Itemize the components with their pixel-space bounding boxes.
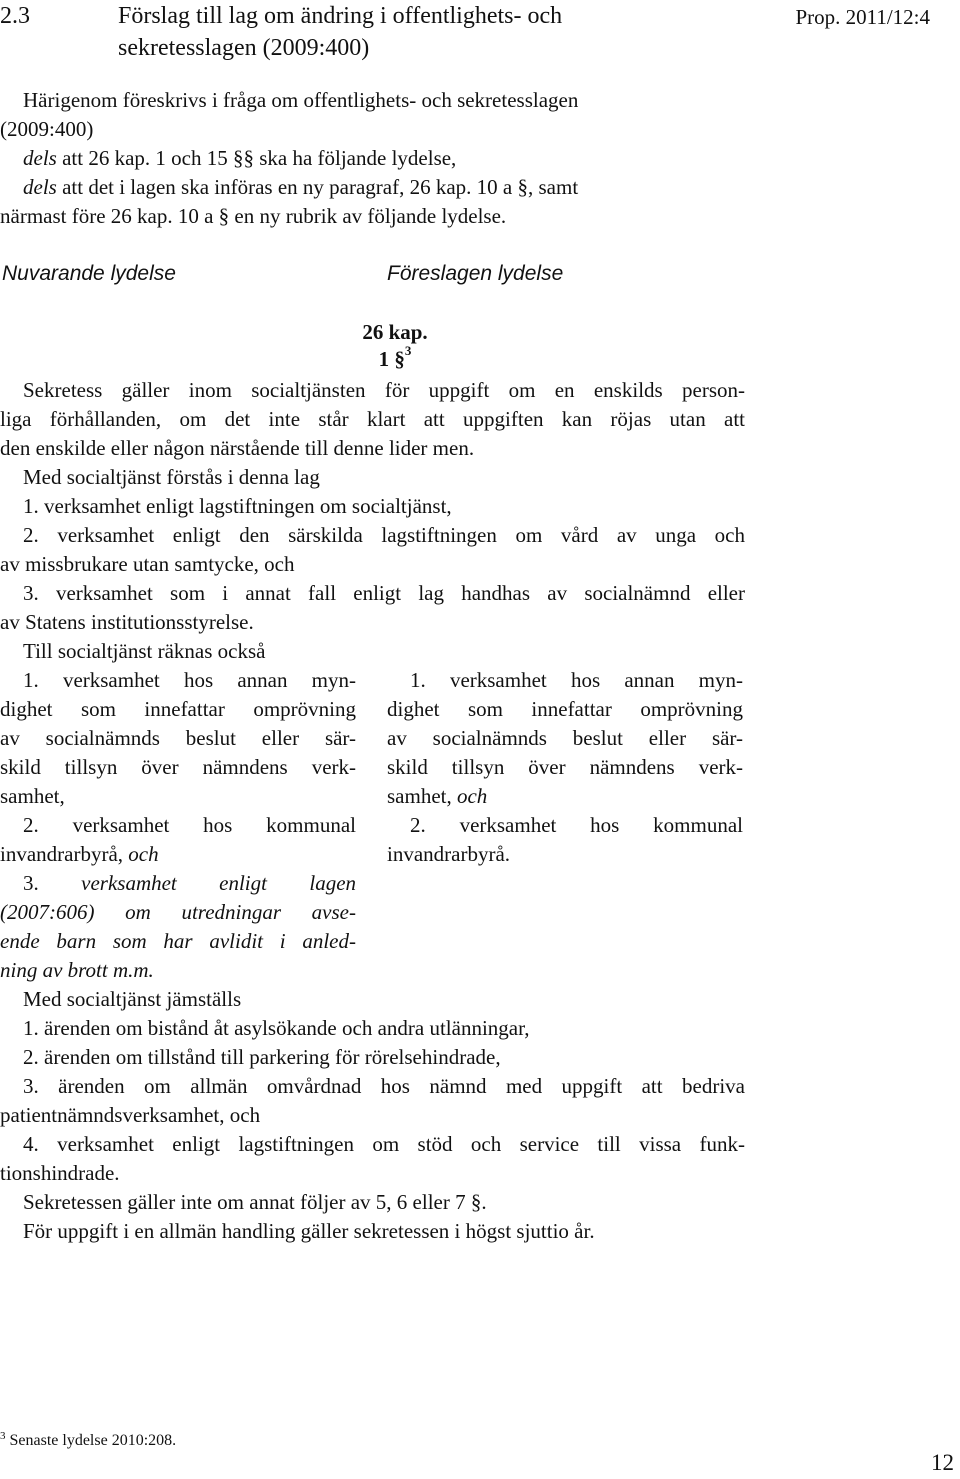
intro-line2: (2009:400): [0, 117, 94, 141]
intro-line3-text: att 26 kap. 1 och 15 §§ ska ha följande lydelse,: [56, 146, 457, 170]
left-a-line2: dighet som innefattar omprövning: [0, 697, 356, 721]
right-a-line4: skild tillsyn över nämndens verk-: [387, 755, 743, 779]
proposed-wording-header: Föreslagen lydelse: [387, 262, 564, 285]
page-number: 12: [931, 1450, 954, 1475]
footnote-text: Senaste lydelse 2010:208.: [9, 1432, 177, 1449]
common-p1-line3: den enskilde eller någon närstående till denne lider men.: [0, 436, 475, 460]
common-item-2: [0, 521, 745, 579]
right-a-line5: [387, 782, 743, 811]
common-paragraph-2: Med socialtjänst förstås i denna lag: [23, 465, 320, 489]
left-c-line4: ning av brott m.m.: [0, 958, 154, 982]
footnote-reference: 3: [404, 343, 412, 358]
common-paragraph-3: Till socialtjänst räknas också: [23, 639, 266, 663]
tail-item-1: 1. ärenden om bistånd åt asylsökande och andra utlänningar,: [23, 1016, 530, 1040]
intro-line1: Härigenom föreskrivs i fråga om offentlighets- och sekretesslagen: [23, 88, 579, 112]
right-a-line5-text: samhet,: [387, 784, 457, 808]
common-item-3-line1: 3. verksamhet som i annat fall enligt lag handhas av socialnämnd eller: [23, 581, 745, 605]
intro-line4: [23, 173, 578, 202]
left-c-line3: ende barn som har avlidit i anled-: [0, 929, 356, 953]
chapter-heading: 26 kap.: [362, 320, 428, 344]
common-item-3-line2: av Statens institutionsstyrelse.: [0, 610, 254, 634]
tail-paragraph-5: Sekretessen gäller inte om annat följer av 5, 6 eller 7 §.: [23, 1190, 487, 1214]
tail-paragraph-6: För uppgift i en allmän handling gäller sekretessen i högst sjuttio år.: [23, 1219, 595, 1243]
tail-item-2: 2. ärenden om tillstånd till parkering för rörelsehindrade,: [23, 1045, 501, 1069]
right-column-proposed: [387, 666, 743, 869]
left-c-num: 3.: [23, 871, 82, 895]
intro-dels-1: dels: [23, 146, 57, 170]
prop-reference: Prop. 2011/12:4: [795, 5, 930, 29]
tail-item-4-line1: 4. verksamhet enligt lagstiftningen om stöd och service till vissa funk-: [23, 1132, 745, 1156]
footnote-number: 3: [0, 1430, 6, 1442]
right-a-line2: dighet som innefattar omprövning: [387, 697, 743, 721]
right-a-line5-och: och: [456, 784, 488, 808]
left-b-line1: 2. verksamhet hos kommunal: [23, 813, 356, 837]
left-column-current: [0, 666, 356, 985]
common-p1-line1: Sekretess gäller inom socialtjänsten för uppgift om en enskilds person-: [23, 378, 745, 402]
paragraph-heading: [0, 343, 790, 372]
paragraph-number: 1 §: [378, 347, 405, 371]
section-number: 2.3: [0, 3, 30, 29]
section-title-line1: Förslag till lag om ändring i offentlighets- och: [118, 3, 563, 29]
left-b-line2-och: och: [128, 842, 159, 866]
intro-line3: [23, 144, 456, 173]
common-p1-line2: liga förhållanden, om det inte står klart att uppgiften kan röjas utan att: [0, 407, 745, 431]
left-b-line2-text: invandrarbyrå,: [0, 842, 129, 866]
intro-line4-text: att det i lagen ska införas en ny paragraf, 26 kap. 10 a §, samt: [56, 175, 579, 199]
common-item-2-line1: 2. verksamhet enligt den särskilda lagstiftningen om vård av unga och: [23, 523, 745, 547]
left-c-line1: [0, 869, 356, 898]
left-c-line2: (2007:606) om utredningar avse-: [0, 900, 356, 924]
tail-item-4: [0, 1130, 745, 1188]
tail-item-3: [0, 1072, 745, 1130]
common-item-2-line2: av missbrukare utan samtycke, och: [0, 552, 295, 576]
left-a-line1: 1. verksamhet hos annan myn-: [23, 668, 356, 692]
intro-line5: närmast före 26 kap. 10 a § en ny rubrik av följande lydelse.: [0, 204, 507, 228]
tail-item-3-line1: 3. ärenden om allmän omvårdnad hos nämnd med uppgift att bedriva: [23, 1074, 745, 1098]
right-b-line2: invandrarbyrå.: [387, 842, 511, 866]
intro-dels-2: dels: [23, 175, 57, 199]
common-item-1: 1. verksamhet enligt lagstiftningen om socialtjänst,: [23, 494, 452, 518]
left-a-line5: samhet,: [0, 784, 65, 808]
left-a-line3: av socialnämnds beslut eller sär-: [0, 726, 356, 750]
current-wording-header: Nuvarande lydelse: [2, 262, 176, 285]
tail-item-3-line2: patientnämndsverksamhet, och: [0, 1103, 261, 1127]
tail-item-4-line2: tionshindrade.: [0, 1161, 120, 1185]
tail-paragraph-4: Med socialtjänst jämställs: [23, 987, 242, 1011]
common-item-3: [0, 579, 745, 637]
common-paragraph-1: [0, 376, 745, 463]
left-b-line2: [0, 840, 356, 869]
right-b-line1: 2. verksamhet hos kommunal: [410, 813, 743, 837]
footnote: [0, 1432, 176, 1450]
left-c-line1-text: verksamhet enligt lagen: [81, 871, 357, 895]
right-a-line1: 1. verksamhet hos annan myn-: [410, 668, 743, 692]
right-a-line3: av socialnämnds beslut eller sär-: [387, 726, 743, 750]
left-a-line4: skild tillsyn över nämndens verk-: [0, 755, 356, 779]
section-title-line2: sekretesslagen (2009:400): [118, 35, 370, 61]
